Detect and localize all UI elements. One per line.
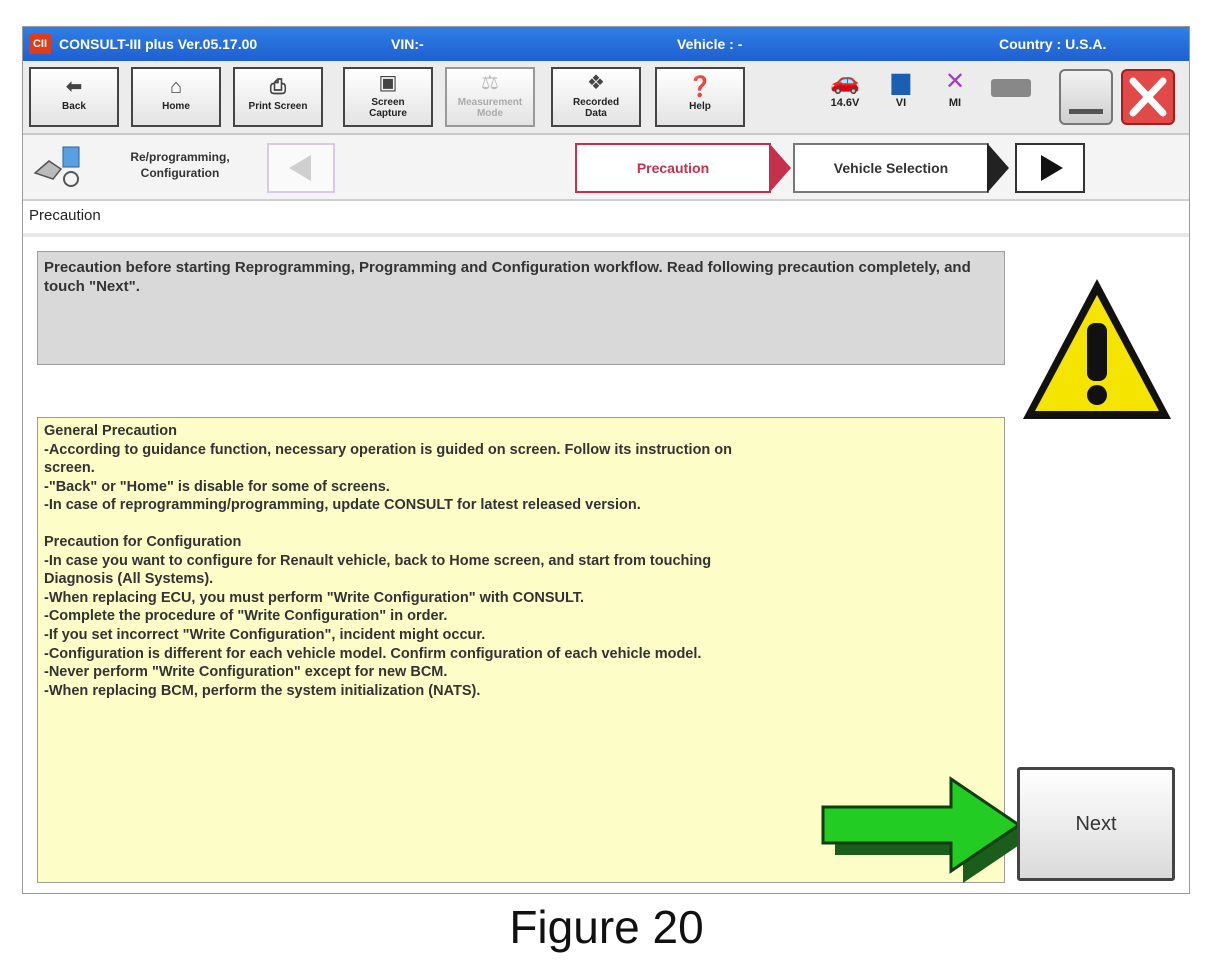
consult-window <box>22 26 1190 894</box>
print-screen-button[interactable] <box>233 67 323 127</box>
help-button[interactable] <box>655 67 745 127</box>
instruction-text: Precaution before starting Reprogramming, Programming and Configuration workflow. Read following precaution completely, and touch "Next". <box>44 259 971 295</box>
config-precaution-line: -Complete the procedure of "Write Configuration" in order. <box>44 608 448 625</box>
reprogramming-icon <box>31 145 91 189</box>
consult-logo-icon: CII <box>29 34 51 54</box>
vi-label: VI <box>895 97 907 109</box>
camera-icon: ▣ <box>378 72 398 94</box>
instruction-message <box>37 251 1005 365</box>
close-icon <box>1123 71 1173 123</box>
home-button-label: Home <box>162 101 190 112</box>
measurement-icon: ⚖ <box>481 72 499 94</box>
warning-icon <box>1017 271 1177 431</box>
config-precaution-line: -Configuration is different for each vehicle model. Confirm configuration of each vehicle model. <box>44 645 702 662</box>
crumb-vehicle-selection <box>793 143 989 193</box>
nav-back-button[interactable] <box>267 143 335 193</box>
navigation-bar <box>23 135 1189 201</box>
minimize-icon <box>1069 109 1103 114</box>
crumb-vehicle-selection-label: Vehicle Selection <box>833 160 949 176</box>
home-icon: ⌂ <box>169 76 183 98</box>
screen-capture-button[interactable] <box>343 67 433 127</box>
toolbar <box>23 61 1189 135</box>
app-title: CONSULT-III plus Ver.05.17.00 <box>59 36 258 52</box>
vi-status <box>881 67 921 109</box>
vehicle-readout: Vehicle : - <box>677 36 743 52</box>
nav-forward-button[interactable] <box>1015 143 1085 193</box>
crumb-separator-icon <box>769 143 791 193</box>
back-arrow-icon: ⬅ <box>65 76 83 98</box>
mi-label: MI <box>948 97 962 109</box>
home-button[interactable] <box>131 67 221 127</box>
recorded-data-button[interactable] <box>551 67 641 127</box>
battery-status <box>817 67 873 109</box>
config-precaution-line: -When replacing ECU, you must perform "Write Configuration" with CONSULT. <box>44 589 585 606</box>
recorded-data-label: Recorded Data <box>572 97 620 119</box>
back-button-label: Back <box>62 101 86 112</box>
page-title: Precaution <box>29 207 101 224</box>
figure-caption: Figure 20 <box>509 901 704 953</box>
crumb-precaution-label: Precaution <box>636 160 710 176</box>
measurement-mode-label: Measurement Mode <box>457 97 523 119</box>
green-arrow-icon <box>819 775 1035 885</box>
general-precaution-line: -According to guidance function, necessary operation is guided on screen. Follow its instruction on <box>44 441 733 458</box>
help-button-label: Help <box>689 101 711 112</box>
mi-status <box>935 67 975 109</box>
mi-disconnected-icon: ✕ <box>944 68 966 95</box>
config-precaution-title: Precaution for Configuration <box>44 533 242 550</box>
crumb-precaution <box>575 143 771 193</box>
general-precaution-line: -In case of reprogramming/programming, update CONSULT for latest released version. <box>44 497 641 514</box>
config-precaution-line: -Never perform "Write Configuration" except for new BCM. <box>44 664 448 681</box>
close-button[interactable] <box>1121 69 1175 125</box>
battery-voltage: 14.6V <box>830 97 860 109</box>
triangle-left-icon <box>269 145 333 191</box>
battery-icon <box>991 79 1031 97</box>
help-icon: ❓ <box>687 76 713 98</box>
minimize-button[interactable] <box>1059 69 1113 125</box>
config-precaution-line: Diagnosis (All Systems). <box>44 571 214 588</box>
recorded-data-icon: ❖ <box>587 72 605 94</box>
back-button[interactable] <box>29 67 119 127</box>
screen-capture-label: Screen Capture <box>369 97 407 119</box>
spacer <box>44 515 998 533</box>
crumb-separator-icon <box>987 143 1009 193</box>
printer-icon: ⎙ <box>270 76 286 98</box>
triangle-right-icon <box>1017 145 1083 191</box>
section-divider <box>23 233 1189 237</box>
config-precaution-line: -When replacing BCM, perform the system initialization (NATS). <box>44 682 481 699</box>
general-precaution-title: General Precaution <box>44 423 177 439</box>
general-precaution-line: screen. <box>44 460 95 477</box>
app-section-label: Re/programming, Configuration <box>130 150 230 180</box>
country-readout: Country : U.S.A. <box>999 36 1107 52</box>
signal-icon: ▆ <box>891 68 911 95</box>
config-precaution-line: -If you set incorrect "Write Configuration", incident might occur. <box>44 626 486 643</box>
print-screen-label: Print Screen <box>248 101 308 112</box>
car-icon: 🚗 <box>830 68 860 95</box>
general-precaution-line: -"Back" or "Home" is disable for some of screens. <box>44 478 390 495</box>
next-button[interactable]: Next <box>1017 767 1175 881</box>
measurement-mode-button[interactable] <box>445 67 535 127</box>
title-bar <box>23 27 1189 61</box>
vin-readout: VIN:- <box>391 36 424 52</box>
config-precaution-line: -In case you want to configure for Renault vehicle, back to Home screen, and start from touching <box>44 552 712 569</box>
